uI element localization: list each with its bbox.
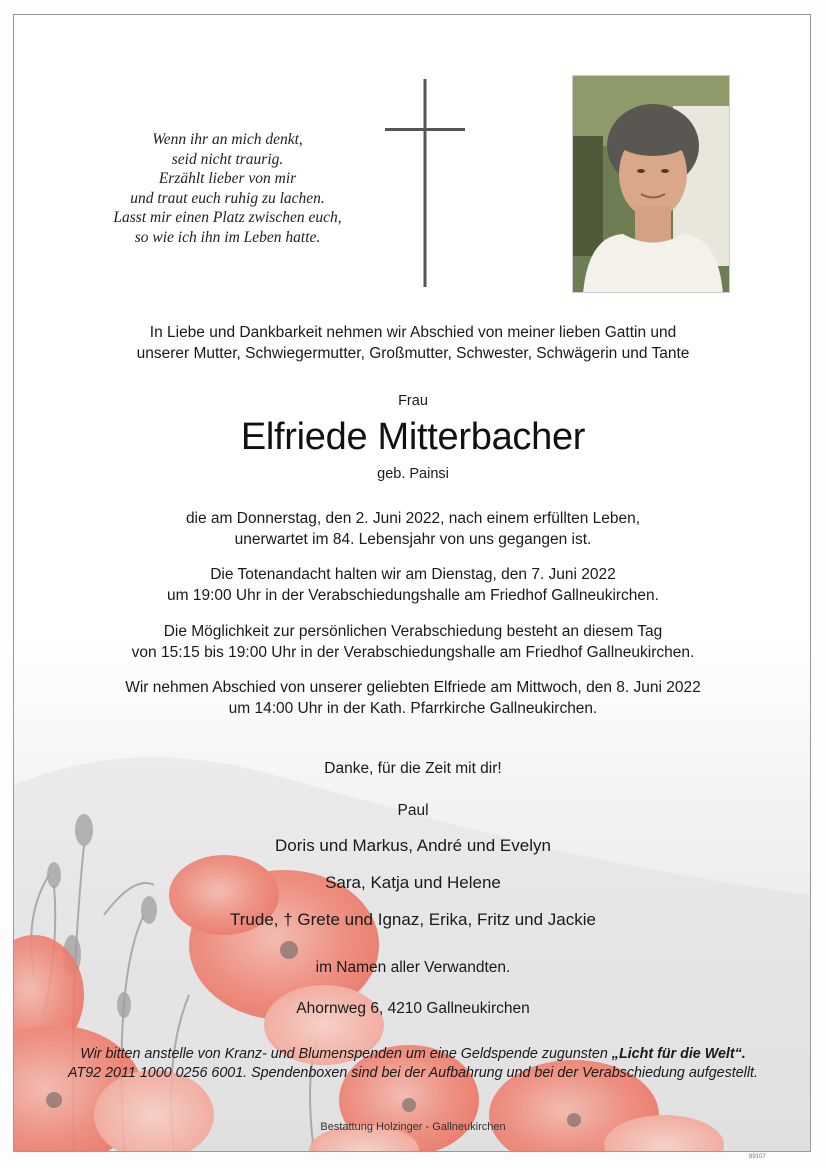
donation-notice: [0, 1045, 826, 1083]
paragraph-line: Die Totenandacht halten wir am Dienstag, den 7. Juni 2022: [210, 566, 616, 583]
footer-code: 89107: [749, 1154, 766, 1160]
mourner-spouse: Paul: [397, 802, 429, 819]
paragraph-line: die am Donnerstag, den 2. Juni 2022, nach einem erfüllten Leben,: [185, 510, 641, 527]
undertaker-name: Bestattung Holzinger - Gallneukirchen: [320, 1121, 506, 1133]
memorial-poem: [40, 130, 415, 248]
poem-line: seid nicht traurig.: [171, 150, 284, 168]
mourner-children: Doris und Markus, André und Evelyn: [275, 836, 551, 855]
intro-line: In Liebe und Dankbarkeit nehmen wir Abschied von meiner lieben Gattin und: [149, 324, 677, 341]
death-paragraph: [0, 509, 826, 550]
deceased-name: Elfriede Mitterbacher: [240, 416, 586, 458]
paragraph-line: Wir nehmen Abschied von unserer geliebten Elfriede am Mittwoch, den 8. Juni 2022: [125, 679, 701, 696]
poem-line: so wie ich ihn im Leben hatte.: [134, 228, 321, 246]
paragraph-line: von 15:15 bis 19:00 Uhr in der Verabschiedungshalle am Friedhof Gallneukirchen.: [131, 643, 695, 661]
mourner-siblings: Trude, † Grete und Ignaz, Erika, Fritz und Jackie: [230, 910, 596, 929]
funeral-paragraph: [0, 678, 826, 719]
thanks-text: Danke, für die Zeit mit dir!: [324, 760, 502, 777]
birth-name: geb. Painsi: [377, 466, 449, 482]
donation-charity: „Licht für die Welt“.: [611, 1046, 746, 1062]
portrait-photo: [572, 75, 730, 293]
donation-request: Wir bitten anstelle von Kranz- und Blumenspenden um eine Geldspende zugunsten: [80, 1046, 608, 1062]
intro-line: unserer Mutter, Schwiegermutter, Großmutter, Schwester, Schwägerin und Tante: [136, 344, 690, 362]
donation-line-2: AT92 2011 1000 0256 6001. Spendenboxen sind bei der Aufbahrung und bei der Verabschiedung aufgestellt.: [68, 1065, 758, 1081]
mourner-grandchildren: Sara, Katja und Helene: [325, 873, 501, 892]
poem-line: Lasst mir einen Platz zwischen euch,: [113, 209, 342, 227]
farewell-paragraph: [0, 622, 826, 663]
paragraph-line: unerwartet im 84. Lebensjahr von uns gegangen ist.: [234, 530, 592, 548]
poem-line: Wenn ihr an mich denkt,: [152, 131, 303, 148]
cross-icon: [385, 79, 465, 287]
paragraph-line: Die Möglichkeit zur persönlichen Verabschiedung besteht an diesem Tag: [163, 623, 663, 640]
intro-text: [0, 323, 826, 364]
poem-line: und traut euch ruhig zu lachen.: [130, 189, 325, 207]
salutation: Frau: [398, 393, 428, 409]
donation-line-1: [0, 1045, 826, 1064]
paragraph-line: um 14:00 Uhr in der Kath. Pfarrkirche Gallneukirchen.: [228, 699, 598, 717]
mourner-relatives: im Namen aller Verwandten.: [315, 959, 511, 976]
paragraph-line: um 19:00 Uhr in der Verabschiedungshalle am Friedhof Gallneukirchen.: [167, 586, 659, 604]
family-address: Ahornweg 6, 4210 Gallneukirchen: [296, 1000, 530, 1017]
poem-line: Erzählt lieber von mir: [158, 170, 297, 188]
vigil-paragraph: [0, 565, 826, 606]
